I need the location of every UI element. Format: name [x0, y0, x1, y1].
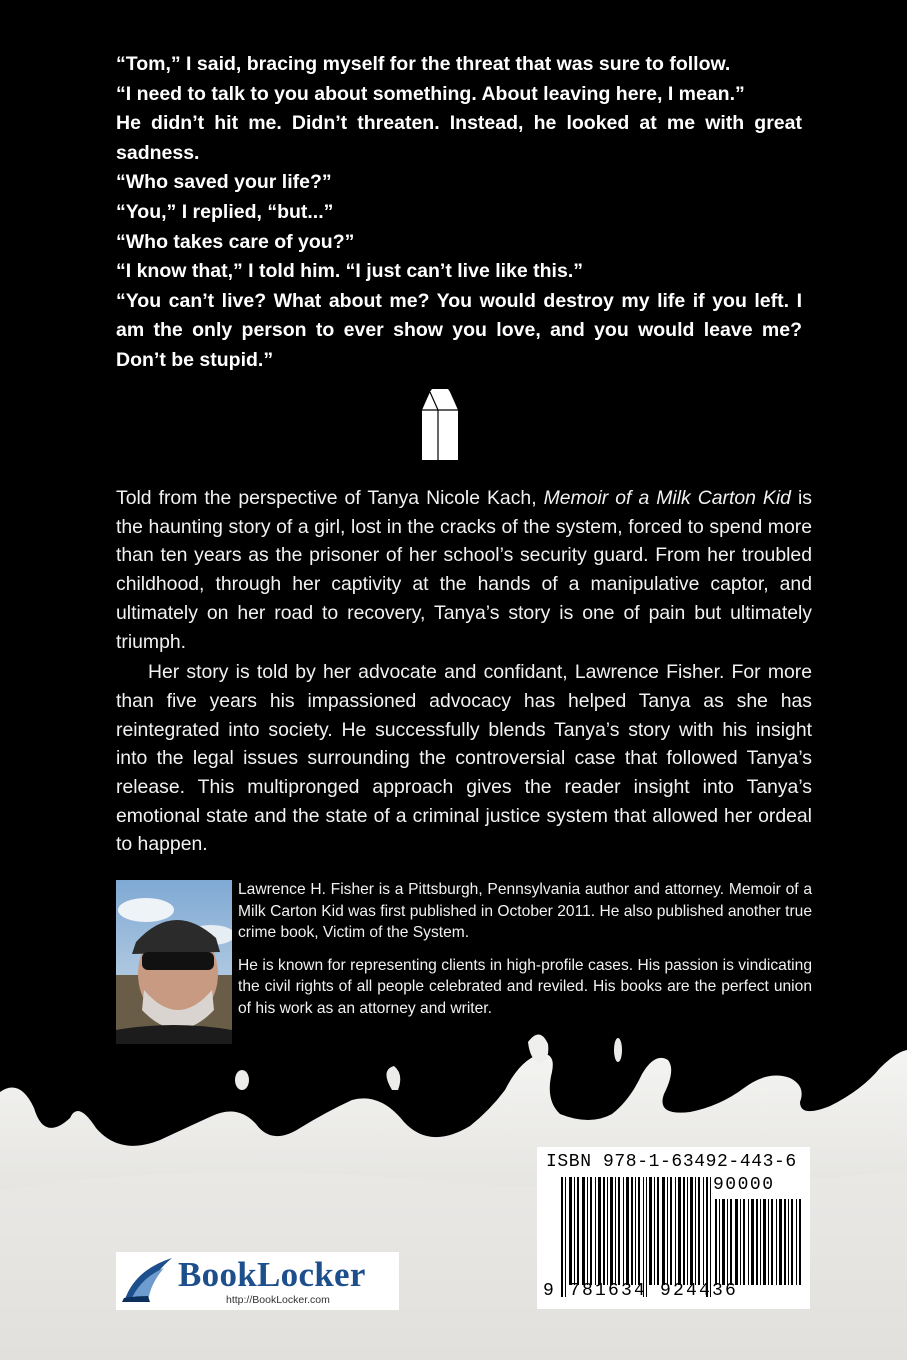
excerpt-line: “You can’t live? What about me? You would destroy my life if you left. I am the only person to ever show you love, and you would leave me? Don’t be stupid.” [116, 289, 802, 371]
booklocker-swoosh-icon [120, 1256, 176, 1306]
publisher-url: http://BookLocker.com [226, 1294, 330, 1306]
excerpt-line: “You,” I replied, “but...” [116, 200, 334, 223]
description-paragraph-1: Told from the perspective of Tanya Nicole Kach, Memoir of a Milk Carton Kid is the haunting story of a girl, lost in the cracks of the system, forced to spend more than ten years as the prisoner of her school’s security guard. From her troubled childhood, through her captivity at the hands of a manipulative captor, and ultimately on her road to recovery, Tanya’s story is one of pain but ultimately triumph. [116, 487, 812, 653]
author-bio [238, 879, 812, 1031]
bio-paragraph-1: Lawrence H. Fisher is a Pittsburgh, Pennsylvania author and attorney. Memoir of a Milk Carton Kid was first published in October 2011. He also published another true crime book, Victim of the System. [238, 881, 812, 942]
excerpt-line: “I know that,” I told him. “I just can’t live like this.” [116, 260, 583, 283]
excerpt-line: “Who saved your life?” [116, 171, 332, 194]
publisher-logo [116, 1252, 399, 1310]
excerpt-quote [116, 50, 802, 376]
author-photo [116, 880, 232, 1044]
ean-digits: 9 781634 924436 [543, 1281, 739, 1301]
bio-paragraph-2: He is known for representing clients in high-profile cases. His passion is vindicating the civil rights of all people celebrated and reviled. His books are the perfect union of his work as an attorney and writer. [238, 956, 812, 1017]
price-code: 90000 [713, 1175, 775, 1195]
description-paragraph-2: Her story is told by her advocate and confidant, Lawrence Fisher. For more than five years his impassioned advocacy has helped Tanya as she has reintegrated into society. He successfully blends Tanya’s story with his insight into the legal issues surrounding the controversial case that followed Tanya’s release. This multipronged approach gives the reader insight into Tanya’s emotional state and the state of a criminal justice system that allowed her ordeal to happen. [116, 661, 812, 856]
excerpt-line: “Tom,” I said, bracing myself for the threat that was sure to follow. [116, 53, 731, 75]
excerpt-line: “I need to talk to you about something. About leaving here, I mean.” [116, 82, 745, 105]
publisher-name: BookLocker [178, 1255, 366, 1294]
isbn-barcode [537, 1147, 810, 1309]
book-title: Memoir of a Milk Carton Kid [543, 487, 791, 509]
excerpt-line: He didn’t hit me. Didn’t threaten. Instead, he looked at me with great sadness. [116, 112, 802, 164]
book-description [116, 484, 812, 859]
isbn-label: ISBN 978-1-63492-443-6 [546, 1152, 797, 1172]
milk-carton-icon [418, 388, 462, 462]
excerpt-line: “Who takes care of you?” [116, 230, 355, 253]
